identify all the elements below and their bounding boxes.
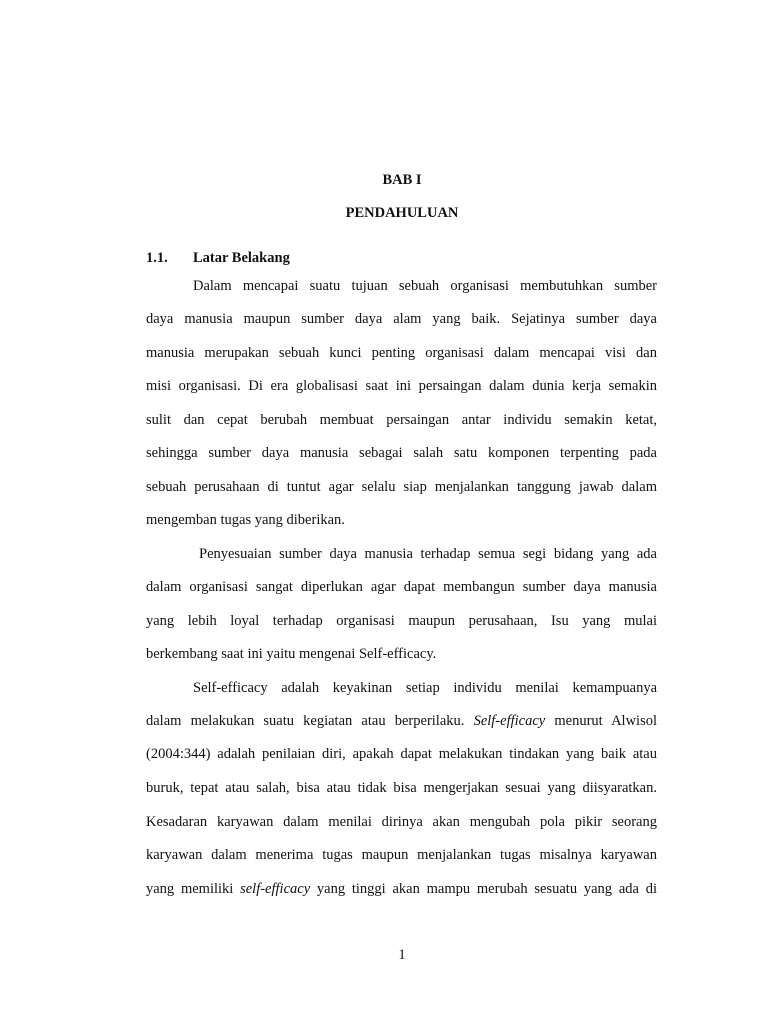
paragraph-line: Self-efficacy adalah keyakinan setiap individu menilai kemampuanya <box>193 680 657 696</box>
paragraph-line: (2004:344) adalah penilaian diri, apakah dapat melakukan tindakan yang baik atau <box>146 746 657 762</box>
paragraph-line: karyawan dalam menerima tugas maupun menjalankan tugas misalnya karyawan <box>146 847 657 863</box>
line-text: yang memiliki <box>146 881 241 897</box>
paragraph-line: mengemban tugas yang diberikan. <box>146 512 345 528</box>
paragraph-line: yang lebih loyal terhadap organisasi maupun perusahaan, Isu yang mulai <box>146 613 657 629</box>
paragraph-line: sebuah perusahaan di tuntut agar selalu siap menjalankan tanggung jawab dalam <box>146 479 657 495</box>
paragraph-line: berkembang saat ini yaitu mengenai Self-efficacy. <box>146 646 437 662</box>
chapter-title: PENDAHULUAN <box>345 205 459 221</box>
paragraph-line: Penyesuaian sumber daya manusia terhadap semua segi bidang yang ada <box>199 546 657 562</box>
paragraph-line: Kesadaran karyawan dalam menilai dirinya akan mengubah pola pikir seorang <box>146 814 657 830</box>
paragraph-line: buruk, tepat atau salah, bisa atau tidak bisa mengerjakan sesuai yang diisyaratkan. <box>146 780 657 796</box>
paragraph-line: daya manusia maupun sumber daya alam yang baik. Sejatinya sumber daya <box>146 311 657 327</box>
section-heading <box>146 250 290 267</box>
section-title: Latar Belakang <box>193 250 290 266</box>
line-text: dalam melakukan suatu kegiatan atau berperilaku. <box>146 713 474 729</box>
chapter-label: BAB I <box>382 172 422 188</box>
line-text: yang tinggi akan mampu merubah sesuatu yang ada di <box>310 881 657 897</box>
page-number: 1 <box>398 947 406 963</box>
paragraph-line: Dalam mencapai suatu tujuan sebuah organisasi membutuhkan sumber <box>193 278 657 294</box>
line-text: menurut Alwisol <box>545 713 657 729</box>
paragraph-line <box>146 880 657 898</box>
paragraph-line: manusia merupakan sebuah kunci penting organisasi dalam mencapai visi dan <box>146 345 657 361</box>
paragraph-line <box>146 712 657 730</box>
section-number: 1.1. <box>146 250 168 266</box>
paragraph-line: misi organisasi. Di era globalisasi saat ini persaingan dalam dunia kerja semakin <box>146 378 657 394</box>
paragraph-line: sulit dan cepat berubah membuat persaingan antar individu semakin ketat, <box>146 412 657 428</box>
italic-term: Self-efficacy <box>473 713 546 729</box>
paragraph-line: sehingga sumber daya manusia sebagai salah satu komponen terpenting pada <box>146 445 657 461</box>
paragraph-line: dalam organisasi sangat diperlukan agar dapat membangun sumber daya manusia <box>146 579 657 595</box>
italic-term: self-efficacy <box>240 881 311 897</box>
